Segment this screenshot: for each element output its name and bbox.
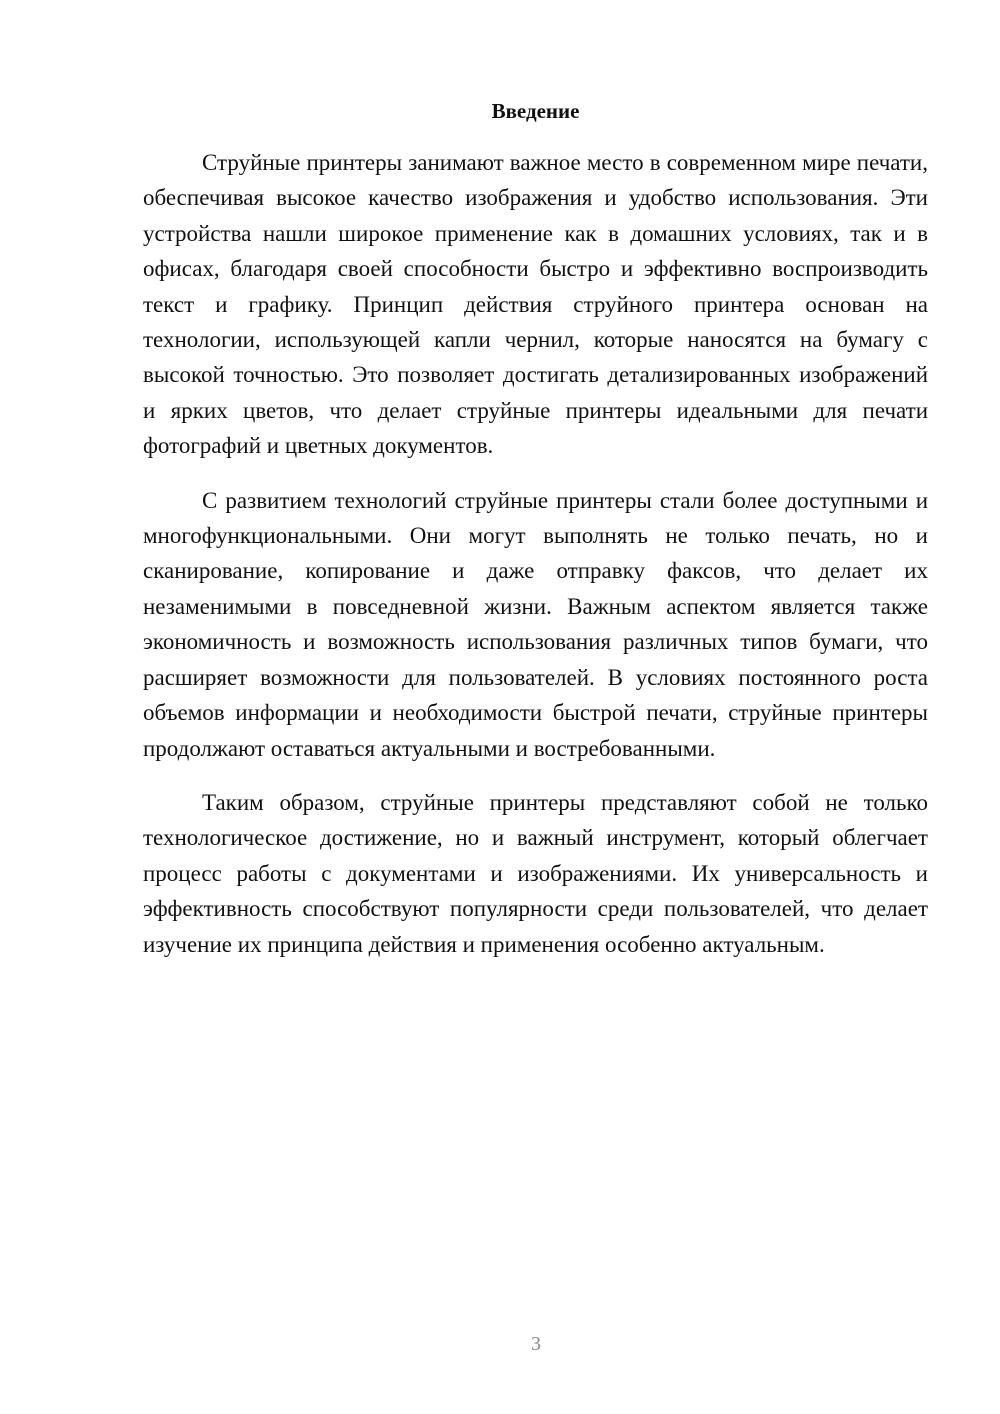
paragraph-2: С развитием технологий струйные принтеры стали более доступными и многофункциональными. Они могут выполнять не только печать, но и сканирование, копирование и даже отправку факсов, что делает их незаменимыми в повседневной жизни. Важным аспектом является также экономичность и возможность использования различных типов бумаги, что расширяет возможности для пользователей. В условиях постоянного роста объемов информации и необходимости быстрой печати, струйные принтеры продолжают оставаться актуальными и востребованными. <box>143 487 928 761</box>
paragraph-3: Таким образом, струйные принтеры представляют собой не только технологическое достижение, но и важный инструмент, который облегчает процесс работы с документами и изображениями. Их универсальность и эффективность способствуют популярности среди пользователей, что делает изучение их принципа действия и применения особенно актуальным. <box>143 789 928 957</box>
page-content <box>143 95 928 981</box>
page-title: Введение <box>491 99 580 123</box>
paragraph-1: Струйные принтеры занимают важное место в современном мире печати, обеспечивая высокое качество изображения и удобство использования. Эти устройства нашли широкое применение как в домашних условиях, так и в офисах, благодаря своей способности быстро и эффективно воспроизводить текст и графику. Принцип действия струйного принтера основан на технологии, использующей капли чернил, которые наносятся на бумагу с высокой точностью. Это позволяет достигать детализированных изображений и ярких цветов, что делает струйные принтеры идеальными для печати фотографий и цветных документов. <box>143 150 928 459</box>
page-number: 3 <box>531 1333 541 1355</box>
